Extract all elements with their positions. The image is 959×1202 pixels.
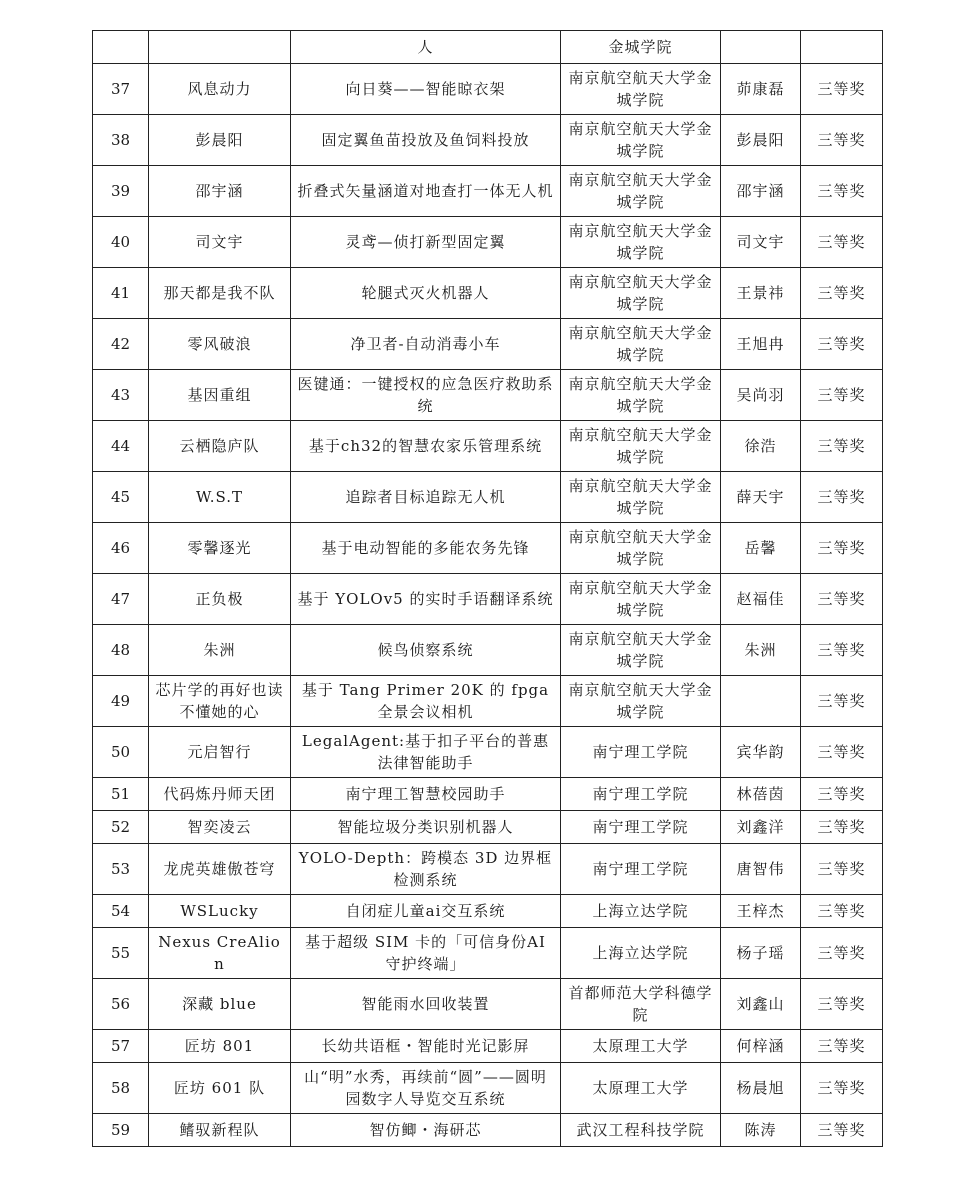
cell-award: 三等奖 <box>801 727 883 778</box>
cell-project: 人 <box>291 31 561 64</box>
cell-leader: 王景祎 <box>721 268 801 319</box>
cell-no: 38 <box>93 115 149 166</box>
cell-award: 三等奖 <box>801 523 883 574</box>
cell-team: 朱洲 <box>149 625 291 676</box>
cell-no: 45 <box>93 472 149 523</box>
cell-team: 代码炼丹师天团 <box>149 778 291 811</box>
cell-no: 53 <box>93 844 149 895</box>
cell-team: 司文宇 <box>149 217 291 268</box>
cell-school: 南宁理工学院 <box>561 727 721 778</box>
table-row <box>93 472 883 523</box>
cell-project: 折叠式矢量涵道对地查打一体无人机 <box>291 166 561 217</box>
cell-project: 净卫者-自动消毒小车 <box>291 319 561 370</box>
cell-leader: 陈涛 <box>721 1114 801 1147</box>
cell-school: 南宁理工学院 <box>561 811 721 844</box>
cell-project: YOLO-Depth：跨模态 3D 边界框检测系统 <box>291 844 561 895</box>
cell-leader: 赵福佳 <box>721 574 801 625</box>
table-row <box>93 574 883 625</box>
table-row <box>93 895 883 928</box>
table-row <box>93 166 883 217</box>
table-row <box>93 523 883 574</box>
cell-school: 南京航空航天大学金城学院 <box>561 472 721 523</box>
cell-leader: 茆康磊 <box>721 64 801 115</box>
cell-no: 42 <box>93 319 149 370</box>
cell-no: 52 <box>93 811 149 844</box>
cell-team: 芯片学的再好也读不懂她的心 <box>149 676 291 727</box>
cell-project: 灵鸢—侦打新型固定翼 <box>291 217 561 268</box>
cell-leader: 王梓杰 <box>721 895 801 928</box>
cell-leader: 杨子瑶 <box>721 928 801 979</box>
award-table-page <box>92 30 882 1147</box>
cell-leader: 刘鑫洋 <box>721 811 801 844</box>
cell-project: 智能垃圾分类识别机器人 <box>291 811 561 844</box>
cell-award: 三等奖 <box>801 115 883 166</box>
cell-school: 南京航空航天大学金城学院 <box>561 166 721 217</box>
cell-project: 山“明”水秀，再续前“圆”——圆明园数字人导览交互系统 <box>291 1063 561 1114</box>
cell-team: 那天都是我不队 <box>149 268 291 319</box>
table-row <box>93 979 883 1030</box>
cell-award: 三等奖 <box>801 625 883 676</box>
table-row <box>93 727 883 778</box>
cell-school: 南京航空航天大学金城学院 <box>561 370 721 421</box>
table-row <box>93 1063 883 1114</box>
cell-project: 智能雨水回收装置 <box>291 979 561 1030</box>
cell-leader: 杨晨旭 <box>721 1063 801 1114</box>
table-row <box>93 370 883 421</box>
cell-project: LegalAgent:基于扣子平台的普惠法律智能助手 <box>291 727 561 778</box>
cell-no: 54 <box>93 895 149 928</box>
cell-no: 51 <box>93 778 149 811</box>
cell-award: 三等奖 <box>801 778 883 811</box>
cell-no: 59 <box>93 1114 149 1147</box>
cell-award: 三等奖 <box>801 811 883 844</box>
cell-team: 基因重组 <box>149 370 291 421</box>
table-row <box>93 115 883 166</box>
cell-award: 三等奖 <box>801 472 883 523</box>
cell-leader: 岳馨 <box>721 523 801 574</box>
cell-team: 匠坊 801 <box>149 1030 291 1063</box>
cell-team <box>149 31 291 64</box>
cell-no: 43 <box>93 370 149 421</box>
cell-no: 46 <box>93 523 149 574</box>
cell-team: 邵宇涵 <box>149 166 291 217</box>
table-row <box>93 928 883 979</box>
cell-award: 三等奖 <box>801 1030 883 1063</box>
cell-project: 轮腿式灭火机器人 <box>291 268 561 319</box>
cell-project: 南宁理工智慧校园助手 <box>291 778 561 811</box>
cell-school: 太原理工大学 <box>561 1063 721 1114</box>
cell-award: 三等奖 <box>801 1114 883 1147</box>
cell-award: 三等奖 <box>801 421 883 472</box>
cell-project: 固定翼鱼苗投放及鱼饲料投放 <box>291 115 561 166</box>
cell-school: 武汉工程科技学院 <box>561 1114 721 1147</box>
cell-no: 56 <box>93 979 149 1030</box>
cell-award: 三等奖 <box>801 676 883 727</box>
cell-school: 首都师范大学科德学院 <box>561 979 721 1030</box>
cell-no: 58 <box>93 1063 149 1114</box>
table-row <box>93 421 883 472</box>
cell-no: 48 <box>93 625 149 676</box>
cell-leader: 彭晨阳 <box>721 115 801 166</box>
cell-team: 正负极 <box>149 574 291 625</box>
table-row <box>93 217 883 268</box>
cell-leader: 王旭冉 <box>721 319 801 370</box>
cell-school: 南京航空航天大学金城学院 <box>561 217 721 268</box>
cell-school: 金城学院 <box>561 31 721 64</box>
cell-no: 50 <box>93 727 149 778</box>
cell-no: 47 <box>93 574 149 625</box>
cell-no: 44 <box>93 421 149 472</box>
cell-award: 三等奖 <box>801 844 883 895</box>
cell-school: 南京航空航天大学金城学院 <box>561 676 721 727</box>
cell-team: 风息动力 <box>149 64 291 115</box>
cell-no: 55 <box>93 928 149 979</box>
cell-school: 南京航空航天大学金城学院 <box>561 625 721 676</box>
table-row <box>93 778 883 811</box>
cell-award <box>801 31 883 64</box>
award-table <box>92 30 883 1147</box>
cell-team: WSLucky <box>149 895 291 928</box>
cell-award: 三等奖 <box>801 166 883 217</box>
cell-team: 云栖隐庐队 <box>149 421 291 472</box>
cell-school: 南宁理工学院 <box>561 778 721 811</box>
cell-award: 三等奖 <box>801 574 883 625</box>
cell-no: 40 <box>93 217 149 268</box>
cell-school: 南京航空航天大学金城学院 <box>561 64 721 115</box>
cell-school: 南京航空航天大学金城学院 <box>561 319 721 370</box>
cell-project: 基于ch32的智慧农家乐管理系统 <box>291 421 561 472</box>
cell-award: 三等奖 <box>801 217 883 268</box>
cell-team: 零馨逐光 <box>149 523 291 574</box>
cell-award: 三等奖 <box>801 268 883 319</box>
cell-team: 彭晨阳 <box>149 115 291 166</box>
cell-leader: 徐浩 <box>721 421 801 472</box>
cell-school: 南京航空航天大学金城学院 <box>561 421 721 472</box>
table-row <box>93 1030 883 1063</box>
cell-award: 三等奖 <box>801 928 883 979</box>
cell-no: 39 <box>93 166 149 217</box>
cell-school: 南宁理工学院 <box>561 844 721 895</box>
cell-award: 三等奖 <box>801 319 883 370</box>
cell-leader: 邵宇涵 <box>721 166 801 217</box>
cell-team: 鳍驭新程队 <box>149 1114 291 1147</box>
cell-award: 三等奖 <box>801 370 883 421</box>
table-row <box>93 319 883 370</box>
table-row <box>93 625 883 676</box>
cell-project: 基于电动智能的多能农务先锋 <box>291 523 561 574</box>
cell-school: 南京航空航天大学金城学院 <box>561 574 721 625</box>
cell-leader: 司文宇 <box>721 217 801 268</box>
cell-team: Nexus CreAlion <box>149 928 291 979</box>
cell-no: 49 <box>93 676 149 727</box>
cell-project: 医键通：一键授权的应急医疗救助系统 <box>291 370 561 421</box>
cell-team: 匠坊 601 队 <box>149 1063 291 1114</box>
cell-no <box>93 31 149 64</box>
cell-project: 长幼共语框・智能时光记影屏 <box>291 1030 561 1063</box>
cell-leader: 何梓涵 <box>721 1030 801 1063</box>
cell-leader: 唐智伟 <box>721 844 801 895</box>
cell-team: 元启智行 <box>149 727 291 778</box>
table-row <box>93 1114 883 1147</box>
cell-school: 南京航空航天大学金城学院 <box>561 523 721 574</box>
cell-project: 自闭症儿童ai交互系统 <box>291 895 561 928</box>
table-row <box>93 64 883 115</box>
cell-leader: 朱洲 <box>721 625 801 676</box>
cell-leader: 林蓓茵 <box>721 778 801 811</box>
cell-school: 上海立达学院 <box>561 895 721 928</box>
cell-leader: 宾华韵 <box>721 727 801 778</box>
cell-project: 基于 Tang Primer 20K 的 fpga 全景会议相机 <box>291 676 561 727</box>
cell-leader <box>721 31 801 64</box>
cell-team: 智奕凌云 <box>149 811 291 844</box>
cell-no: 57 <box>93 1030 149 1063</box>
cell-no: 37 <box>93 64 149 115</box>
cell-no: 41 <box>93 268 149 319</box>
cell-project: 基于超级 SIM 卡的「可信身份AI 守护终端」 <box>291 928 561 979</box>
table-row <box>93 268 883 319</box>
cell-leader <box>721 676 801 727</box>
cell-school: 南京航空航天大学金城学院 <box>561 115 721 166</box>
cell-project: 向日葵——智能晾衣架 <box>291 64 561 115</box>
cell-school: 南京航空航天大学金城学院 <box>561 268 721 319</box>
table-row <box>93 676 883 727</box>
cell-project: 智仿鲫・海研芯 <box>291 1114 561 1147</box>
cell-award: 三等奖 <box>801 1063 883 1114</box>
cell-project: 基于 YOLOv5 的实时手语翻译系统 <box>291 574 561 625</box>
cell-team: 零风破浪 <box>149 319 291 370</box>
table-row <box>93 811 883 844</box>
cell-team: 深藏 blue <box>149 979 291 1030</box>
cell-project: 追踪者目标追踪无人机 <box>291 472 561 523</box>
cell-school: 太原理工大学 <box>561 1030 721 1063</box>
cell-leader: 薛天宇 <box>721 472 801 523</box>
cell-award: 三等奖 <box>801 979 883 1030</box>
cell-school: 上海立达学院 <box>561 928 721 979</box>
cell-award: 三等奖 <box>801 64 883 115</box>
cell-team: W.S.T <box>149 472 291 523</box>
cell-leader: 吴尚羽 <box>721 370 801 421</box>
cell-project: 候鸟侦察系统 <box>291 625 561 676</box>
cell-leader: 刘鑫山 <box>721 979 801 1030</box>
table-row-continued <box>93 31 883 64</box>
table-row <box>93 844 883 895</box>
cell-team: 龙虎英雄傲苍穹 <box>149 844 291 895</box>
cell-award: 三等奖 <box>801 895 883 928</box>
